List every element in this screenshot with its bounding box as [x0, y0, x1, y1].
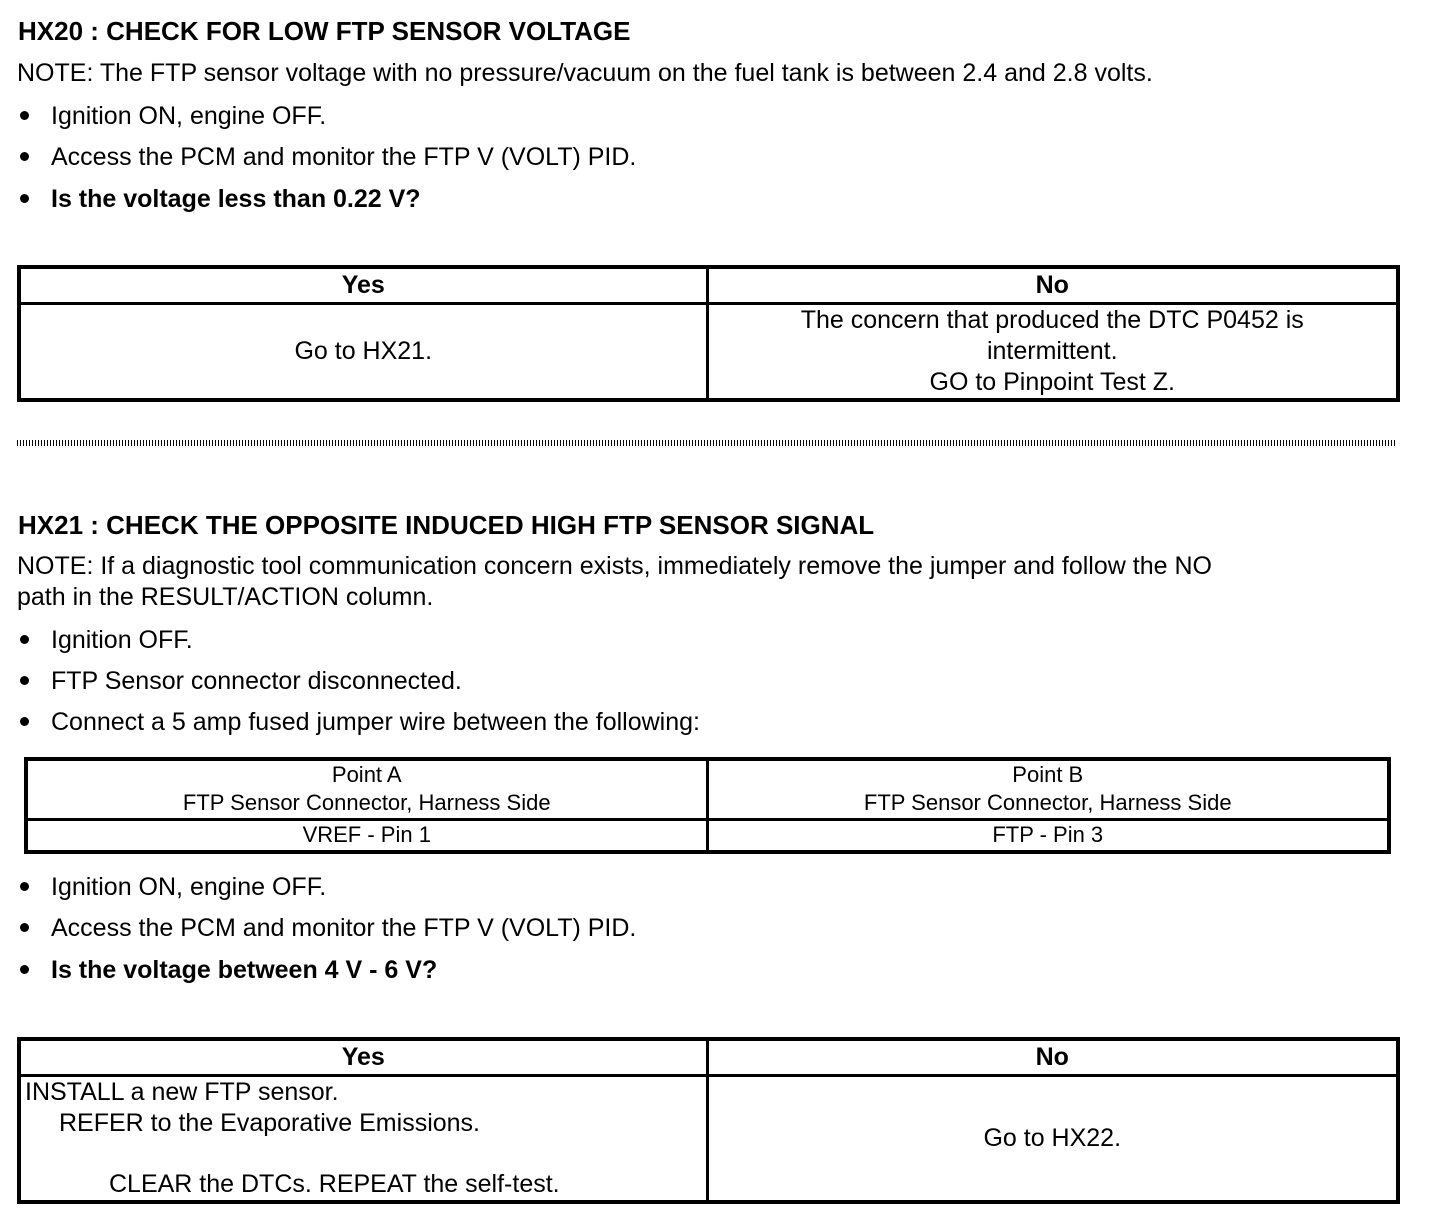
- hx21-step-2: FTP Sensor connector disconnected.: [18, 666, 462, 696]
- hx20-no-header: No: [707, 267, 1398, 304]
- hx21-step-3: Connect a 5 amp fused jumper wire between the following:: [18, 707, 700, 737]
- bullet-icon: [20, 194, 29, 203]
- hx20-note: NOTE: The FTP sensor voltage with no pressure/vacuum on the fuel tank is between 2.4 and 2.8 volts.: [17, 59, 1153, 87]
- point-b-pin: FTP - Pin 3: [707, 819, 1389, 852]
- hx20-question: Is the voltage less than 0.22 V?: [18, 184, 421, 214]
- bullet-icon: [20, 923, 29, 932]
- hx21-yes-action: INSTALL a new FTP sensor. REFER to the Evaporative Emissions. CLEAR the DTCs. REPEAT the self-test.: [19, 1076, 707, 1203]
- hx20-no-action: The concern that produced the DTC P0452 is intermittent. GO to Pinpoint Test Z.: [707, 304, 1398, 401]
- point-b-title: Point B: [1012, 762, 1084, 788]
- hx20-step-2: Access the PCM and monitor the FTP V (VOLT) PID.: [18, 142, 636, 172]
- bullet-icon: [20, 965, 29, 974]
- hx20-heading: HX20 : CHECK FOR LOW FTP SENSOR VOLTAGE: [18, 16, 631, 46]
- hx21-no-header: No: [707, 1039, 1398, 1076]
- bullet-icon: [20, 635, 29, 644]
- jumper-connection-table: [24, 757, 1391, 854]
- bullet-icon: [20, 882, 29, 891]
- hx21-step-4: Ignition ON, engine OFF.: [18, 872, 326, 902]
- bullet-icon: [20, 676, 29, 685]
- hx20-step-1: Ignition ON, engine OFF.: [18, 101, 326, 131]
- point-a-subtitle: FTP Sensor Connector, Harness Side: [182, 790, 551, 816]
- section-divider: [17, 440, 1397, 446]
- hx21-step-5: Access the PCM and monitor the FTP V (VOLT) PID.: [18, 913, 636, 943]
- hx21-question: Is the voltage between 4 V - 6 V?: [18, 955, 437, 985]
- bullet-icon: [20, 111, 29, 120]
- point-b-cell: [707, 759, 1389, 819]
- point-a-pin: VREF - Pin 1: [26, 819, 707, 852]
- hx21-step-1: Ignition OFF.: [18, 625, 193, 655]
- hx20-yes-header: Yes: [19, 267, 707, 304]
- hx21-no-action: Go to HX22.: [707, 1076, 1398, 1203]
- hx20-yes-action: Go to HX21.: [19, 304, 707, 401]
- bullet-icon: [20, 152, 29, 161]
- point-a-cell: [26, 759, 707, 819]
- hx20-result-table: [17, 265, 1400, 402]
- bullet-icon: [20, 717, 29, 726]
- point-b-subtitle: FTP Sensor Connector, Harness Side: [863, 790, 1232, 816]
- hx21-heading: HX21 : CHECK THE OPPOSITE INDUCED HIGH FTP SENSOR SIGNAL: [18, 510, 875, 540]
- hx21-note: NOTE: If a diagnostic tool communication concern exists, immediately remove the jumper and follow the NO path in the RESULT/ACTION column.: [17, 552, 1212, 611]
- point-a-title: Point A: [331, 762, 402, 788]
- hx21-result-table: [17, 1037, 1400, 1204]
- hx21-yes-header: Yes: [19, 1039, 707, 1076]
